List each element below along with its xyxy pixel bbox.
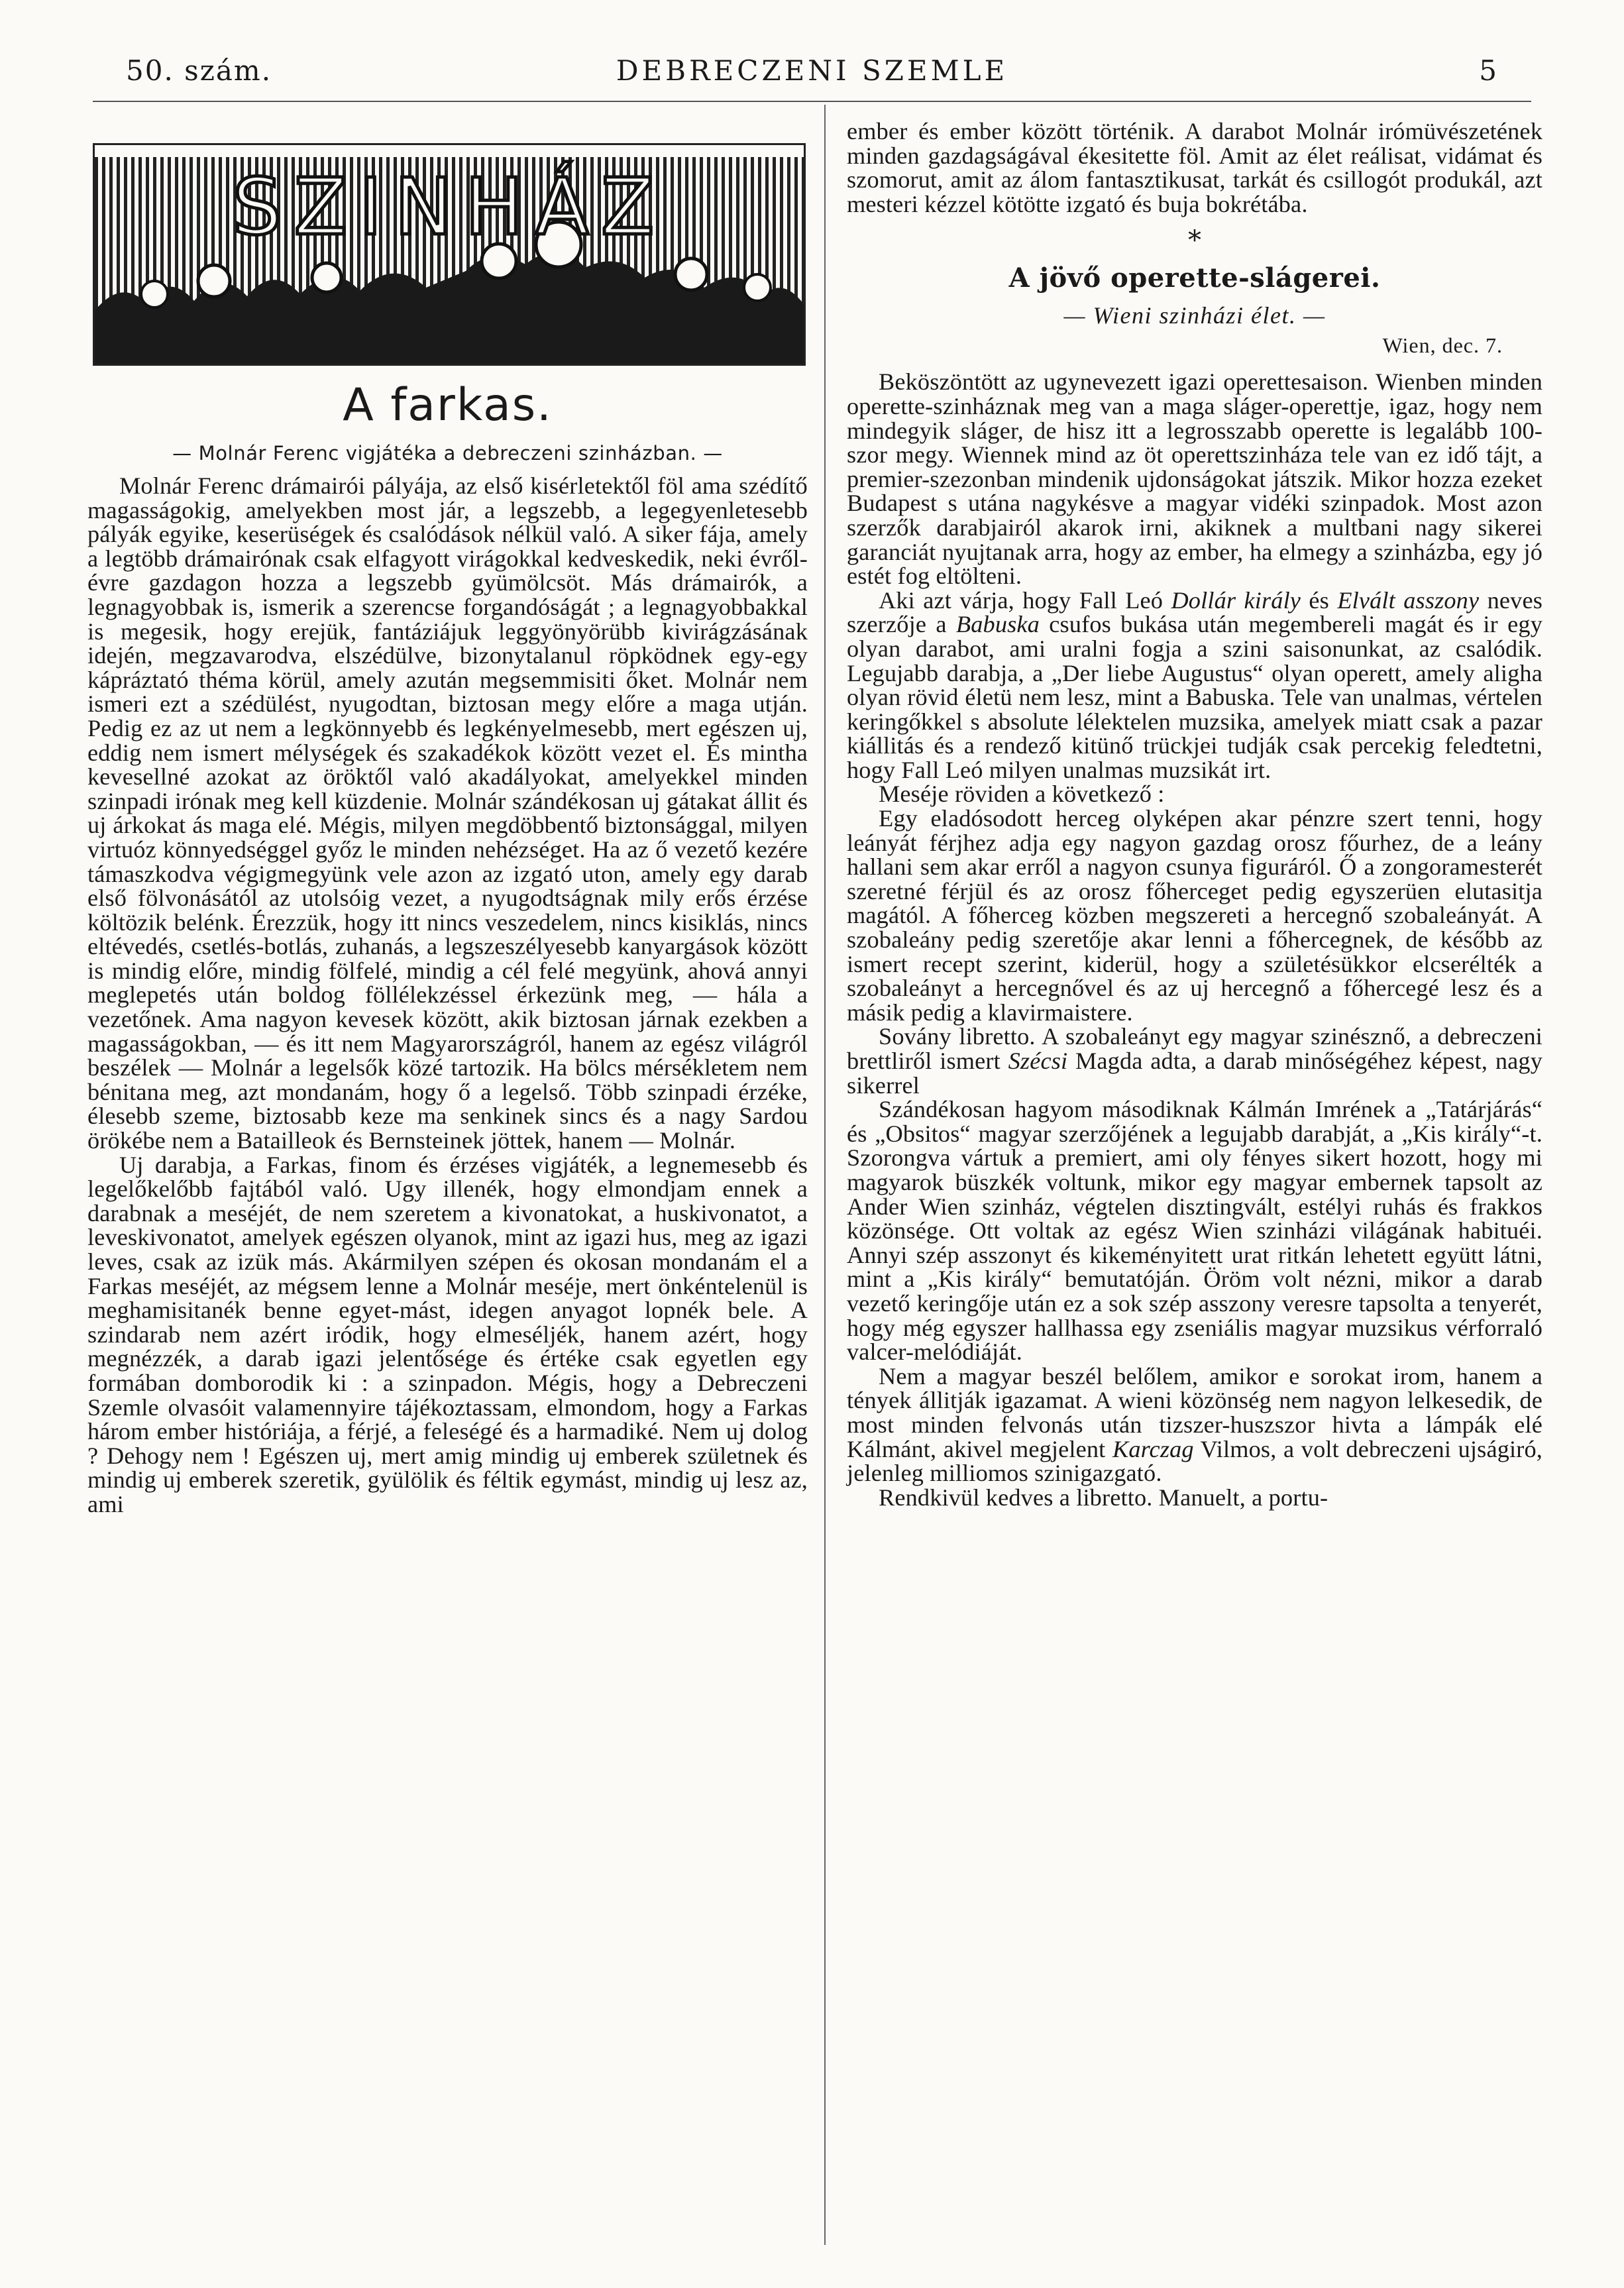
issue-number: 50. szám.	[126, 54, 272, 87]
paragraph: Nem a magyar beszél belőlem, amikor e sorokat irom, hanem a tények állitják igazamat. A wieni közönség nem nagyon lelkesedik, de most minden felvonás után tizszer-huszszor hivta a lámpák elé Kálmánt, akivel megjelent Karczag Vilmos, a volt debreczeni ujságiró, jelenleg milliomos szinigazgató.	[847, 1362, 1543, 1487]
article-subtitle: — Molnár Ferenc vigjátéka a debreczeni szinházban. —	[172, 442, 723, 464]
banner-word: SZINHÁZ	[232, 161, 667, 252]
paragraph: Sovány libretto. A szobaleányt egy magyar szinésznő, a debreczeni brettliről ismert Szécsi Magda adta, a darab minőségéhez képest, nagy sikerrel	[847, 1023, 1543, 1099]
paragraph: Rendkivül kedves a libretto. Manuelt, a portu-	[879, 1484, 1328, 1511]
right-column	[847, 119, 1543, 1509]
dateline: Wien, dec. 7.	[1382, 333, 1503, 358]
article-title: A jövő operette-slágerei.	[1008, 262, 1381, 294]
paragraph: Aki azt várja, hogy Fall Leó Dollár király és Elvált asszony neves szerzője a Babuska csufos bukása után megembereli magát és ir egy olyan darabot, ami uralni fogja a szini saisonunkat, az csalódik. Legujabb darabja, a „Der liebe Augustus“ olyan operett, amely aligha olyan rövid életü nem lesz, mint a Babuska. Tele van unalmas, vértelen keringőkkel s absolute lélektelen muzsika, amelyek miatt csak a pazar kiállitás és a rendező kitünő trückjei tudják csak percekig feledtetni, hogy Fall Leó milyen unalmas muzsikát irt.	[847, 586, 1543, 783]
article-title: A farkas.	[343, 379, 553, 431]
page-number: 5	[1479, 54, 1498, 87]
paragraph: Uj darabja, a Farkas, finom és érzéses vigjáték, a legnemesebb és legelőkelőbb fajtából való. Ugy illenék, hogy elmondjam ennek a darabnak a meséjét, de nem szeretem a kivonatokat, a huskivonatot, a leveskivonatot, amelyek egészen olyanok, mint az igazi hus, meg az igazi leves, csak az izük más. Akármilyen szépen és okosan mondanám el a Farkas meséjét, az mégsem lenne a Molnár meséje, mert önkéntelenül is meghamisitanék benne egyet-mást, idegen anyagot lopnék bele. A szindarab nem azért iródik, hogy elmeséljék, hanem azért, hogy megnézzék, a darab igazi jelentősége és értéke csak egyetlen egy formában domborodik ki : a szinpadon. Mégis, hogy a Debreczeni Szemle olvasóit valamennyire tájékoztassam, elmondom, hogy a Farkas három ember históriája, a férjé, a feleségé és a harmadiké. Nem uj dolog ? Dehogy nem ! Egészen uj, mert amig mindig uj emberek születnek és mindig uj emberek szeretik, gyülölik és féltik egymást, mindig uj lesz az, ami	[87, 1151, 808, 1517]
journal-title: DEBRECZENI SZEMLE	[616, 54, 1008, 87]
page-header	[93, 48, 1531, 102]
paragraph: Meséje röviden a következő :	[879, 781, 1165, 808]
paragraph: Szándékosan hagyom másodiknak Kálmán Imrének a „Tatárjárás“ és „Obsitos“ magyar szerzőjének a legujabb darabját, a „Kis király“-t. Szorongva vártuk a premiert, ami oly fényes sikert hozott, hogy mi magyarok büszkék voltunk, mikor egy magyar embernek tapsolt az Ander Wien szinház, végtelen disztingvált, estélyi ruhás és frakkos közönsége. Ott voltak az egész Wien szinházi világának habituéi. Annyi szép asszonyt és kikeményitett urat ritkán lehetett együtt látni, mint a „Kis király“ bemutatóján. Öröm volt nézni, mikor a darab vezető keringője után ez a sok szép asszony veresre tapsolta a tenyerét, hogy még egyszer hallhassa egy zseniális magyar muzsikus vérforraló valcer-melódiáját.	[847, 1096, 1543, 1366]
paragraph: Egy eladósodott herceg olyképen akar pénzre szert tenni, hogy leányát férjhez adja egy nagyon gazdag orosz főurhez, de a leány hallani sem akar erről a nagyon csunya figuráról. Ő a zongoramesterét szeretné férjül és az orosz főherceget pedig egyszerüen elutasitja magától. A főherceg közben megszereti a hercegnő szobaleányát. A szobaleány pedig szeretője akar lenni a főhercegnek, de később az ismert recept szerint, kiderül, hogy a születésükkor elcserélték a szobaleányt a hercegnővel és az uj hercegnő a főhercegé lesz és a másik pedig a klavirmaistere.	[847, 805, 1543, 1026]
section-separator: *	[1188, 225, 1201, 256]
paragraph: Beköszöntött az ugynevezett igazi operettesaison. Wienben minden operette-szinháznak meg van a maga sláger-operettje, igaz, hogy nem mindegyik sláger, de hisz itt a legrosszabb operette is legalább 100-szor megy. Wiennek mind az öt operettszinháza tele van ez idő tájt, a premier-szezonban mindenik ujdonságokat játszik. Mikor hozza ezeket Budapest s utána nagykésve a magyar vidéki szinpadok. Most azon szerzők darabjairól akarok irni, akiknek a multbani nagy sikerei garanciát nyujtanak arra, hogy az ember, ha elmegy a szinházba, egy jó estét fog eltölteni.	[847, 368, 1543, 590]
article-subtitle: — Wieni szinházi élet. —	[1063, 302, 1326, 329]
theatre-audience-illustration	[93, 143, 806, 366]
column-divider	[824, 105, 826, 2245]
paragraph: Molnár Ferenc drámairói pályája, az első kisérletektől föl ama szédítő magasságokig, amelyekben most jár, a legszebb, a legegyenletesebb pályák egyike, keserüségek és csalódások nélkül való. A siker fája, amely a legtöbb drámairónak csak elfagyott virágokkal kedveskedik, neki évről-évre gazdagon hozza a legszebb gyümölcsöt. Más drámairók, a legnagyobbak is, ismerik a szerencse forgandóságát ; a legnagyobbakkal is megesik, hogy erejük, fantáziájuk leggyönyörübb kivirágzásának idején, megzavarodva, elszédülve, bizonytalanul röpködnek egy-egy kápráztató théma körül, amely azután megsemmisiti őket. Molnár nem ismeri ezt a szédülést, nyugodtan, biztosan megy előre a maga utján. Pedig ez az ut nem a legkönnyebb és legkényelmesebb, mert egészen uj, eddig nem ismert mélységek és szakadékok között vezet el. És mintha kevesellné azokat az öröktől való akadályokat, amelyekkel minden szinpadi irónak meg kell küzdenie. Molnár szándékosan uj gátakat állit és uj árkokat ás maga elé. Mégis, milyen megdöbbentő biztonsággal, milyen virtuóz könnyedséggel győz le minden nehézséget. Ha az ő vezető kezére támaszkodva végigmegyünk vele azon az izgató uton, amely egy darab első fölvonásától az utolsóig vezet, a nyugodtságnak mily erős érzése költözik belénk. Érezzük, hogy itt nincs veszedelem, nincs kisiklás, nincs eltévedés, csetlés-botlás, zuhanás, a legszeszélyesebb kanyargások között is mindig előre, mindig fölfelé, mindig a cél felé megyünk, ahová annyi meglepetés után boldog föllélekzéssel érkezünk meg, — hála a vezetőnek. Ama nagyon kevesek között, akik biztosan járnak ezekben a magasságokban, — és itt nem Magyarországról, hanem az egész világról beszélek — Molnár a legelsők közé tartozik. Ha bölcs mérsékletem nem bénitana meg, azt mondanám, hogy ő a legelső. Több szinpadi érzéke, élesebb szeme, biztosabb keze ma senkinek sincs és a nagy Sardou örökébe nem a Batailleok és Bernsteinek jöttek, hanem — Molnár.	[87, 472, 808, 1154]
left-column	[87, 119, 808, 1517]
continued-paragraph: ember és ember között történik. A darabot Molnár irómüvészetének minden gazdagságával ékesitette föl. Amit az élet reálisat, vidámat és szomorut, amit az álom fantasztikusat, tarkát és csillogót produkál, azt mesteri kézzel kötötte izgató és buja bokrétába.	[847, 118, 1543, 217]
